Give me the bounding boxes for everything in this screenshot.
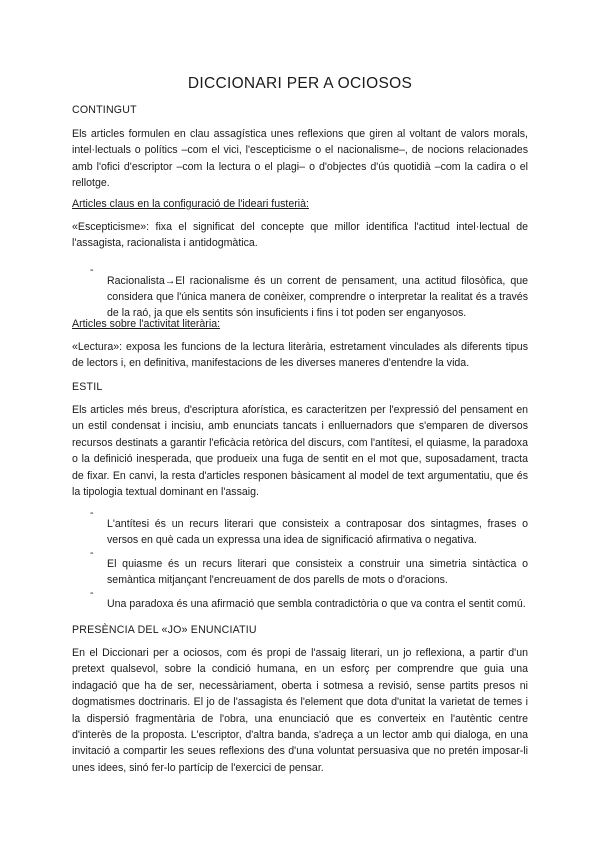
bullet-dash: - bbox=[90, 264, 94, 276]
paragraph-escepticisme: «Escepticisme»: fixa el significat del concepte que millor identifica l'actitud intel·lectual de l'assagista, racionalista i antidogmàtica. bbox=[72, 221, 528, 250]
subheading-articles-claus: Articles claus en la configuració de l'ideari fusterià: bbox=[72, 198, 309, 210]
section-heading-presencia: PRESÈNCIA DEL «JO» ENUNCIATIU bbox=[72, 624, 257, 636]
list-item-text: Una paradoxa és una afirmació que sembla contradictòria o que va contra el sentit comú. bbox=[107, 597, 526, 610]
bullet-dash: - bbox=[90, 547, 94, 559]
paragraph-contingut: Els articles formulen en clau assagística unes reflexions que giren al voltant de valors morals, intel·lectuals o polítics –com el vici, l'escepticisme o el nacionalisme–, de nocions relacionades amb l'ofici d'escriptor –com la lectura o el plagi– o d'objectes d'ús quotidià –com la cadira o el rellotge. bbox=[72, 128, 528, 190]
list-item-text: L'antítesi és un recurs literari que consisteix a contraposar dos sintagmes, frases o versos en què cada un expressa una idea de significació afirmativa o negativa. bbox=[107, 517, 528, 546]
subheading-articles-activitat: Articles sobre l'activitat literària: bbox=[72, 318, 221, 330]
section-heading-estil: ESTIL bbox=[72, 381, 103, 393]
paragraph-presencia: En el Diccionari per a ociosos, com és propi de l'assaig literari, un jo reflexiona, a partir d'un pretext qualsevol, sobre la condició humana, en un esforç per comprendre que guia una indagació que ha de ser, necessàriament, oberta i sotmesa a revisió, sense partits presos ni dogmatismes doctrinaris. El jo de l'assagista és l'element que dota d'unitat la varietat de temes i la dispersió fragmentària de l'obra, una enunciació que es converteix en l'autèntic centre d'interès de la proposta. L'escriptor, d'altra banda, s'adreça a un lector amb qui dialoga, en una invitació a compartir les seues reflexions des d'una voluntat persuasiva que no pretén imposar-li unes idees, sinó fer-lo partícip de l'exercici de pensar. bbox=[72, 647, 528, 774]
section-heading-contingut: CONTINGUT bbox=[72, 104, 137, 116]
paragraph-estil: Els articles més breus, d'escriptura aforística, es caracteritzen per l'expressió del pensament en un estil condensat i incisiu, amb enunciats tancats i enlluernadors que s'emparen de diversos recursos destinats a garantir l'eficàcia retòrica del discurs, com l'antítesi, el quiasme, la paradoxa o la definició inesperada, que produeix una fuga de sentit en el mot que, suposadament, tracta de fixar. En canvi, la resta d'articles responen bàsicament al model de text argumentatiu, que és la tipologia textual dominant en l'assaig. bbox=[72, 404, 528, 499]
bullet-dash: - bbox=[90, 587, 94, 599]
list-item-text: Racionalista→El racionalisme és un corrent de pensament, una actitud filosòfica, que considera que l'única manera de conèixer, comprendre o interpretar la realitat és a través de la raó, ja que els sentits són insuficients i fins i tot poden ser enganyosos. bbox=[107, 274, 528, 320]
bullet-dash: - bbox=[90, 507, 94, 519]
document-title: DICCIONARI PER A OCIOSOS bbox=[187, 75, 413, 92]
list-item-text: El quiasme és un recurs literari que consisteix a construir una simetria sintàctica o semàntica mitjançant l'encreuament de dos parells de mots o d'oracions. bbox=[107, 557, 528, 586]
paragraph-lectura: «Lectura»: exposa les funcions de la lectura literària, estretament vinculades als diferents tipus de lectors i, en definitiva, manifestacions de les diverses maneres d'entendre la vida. bbox=[72, 341, 528, 370]
